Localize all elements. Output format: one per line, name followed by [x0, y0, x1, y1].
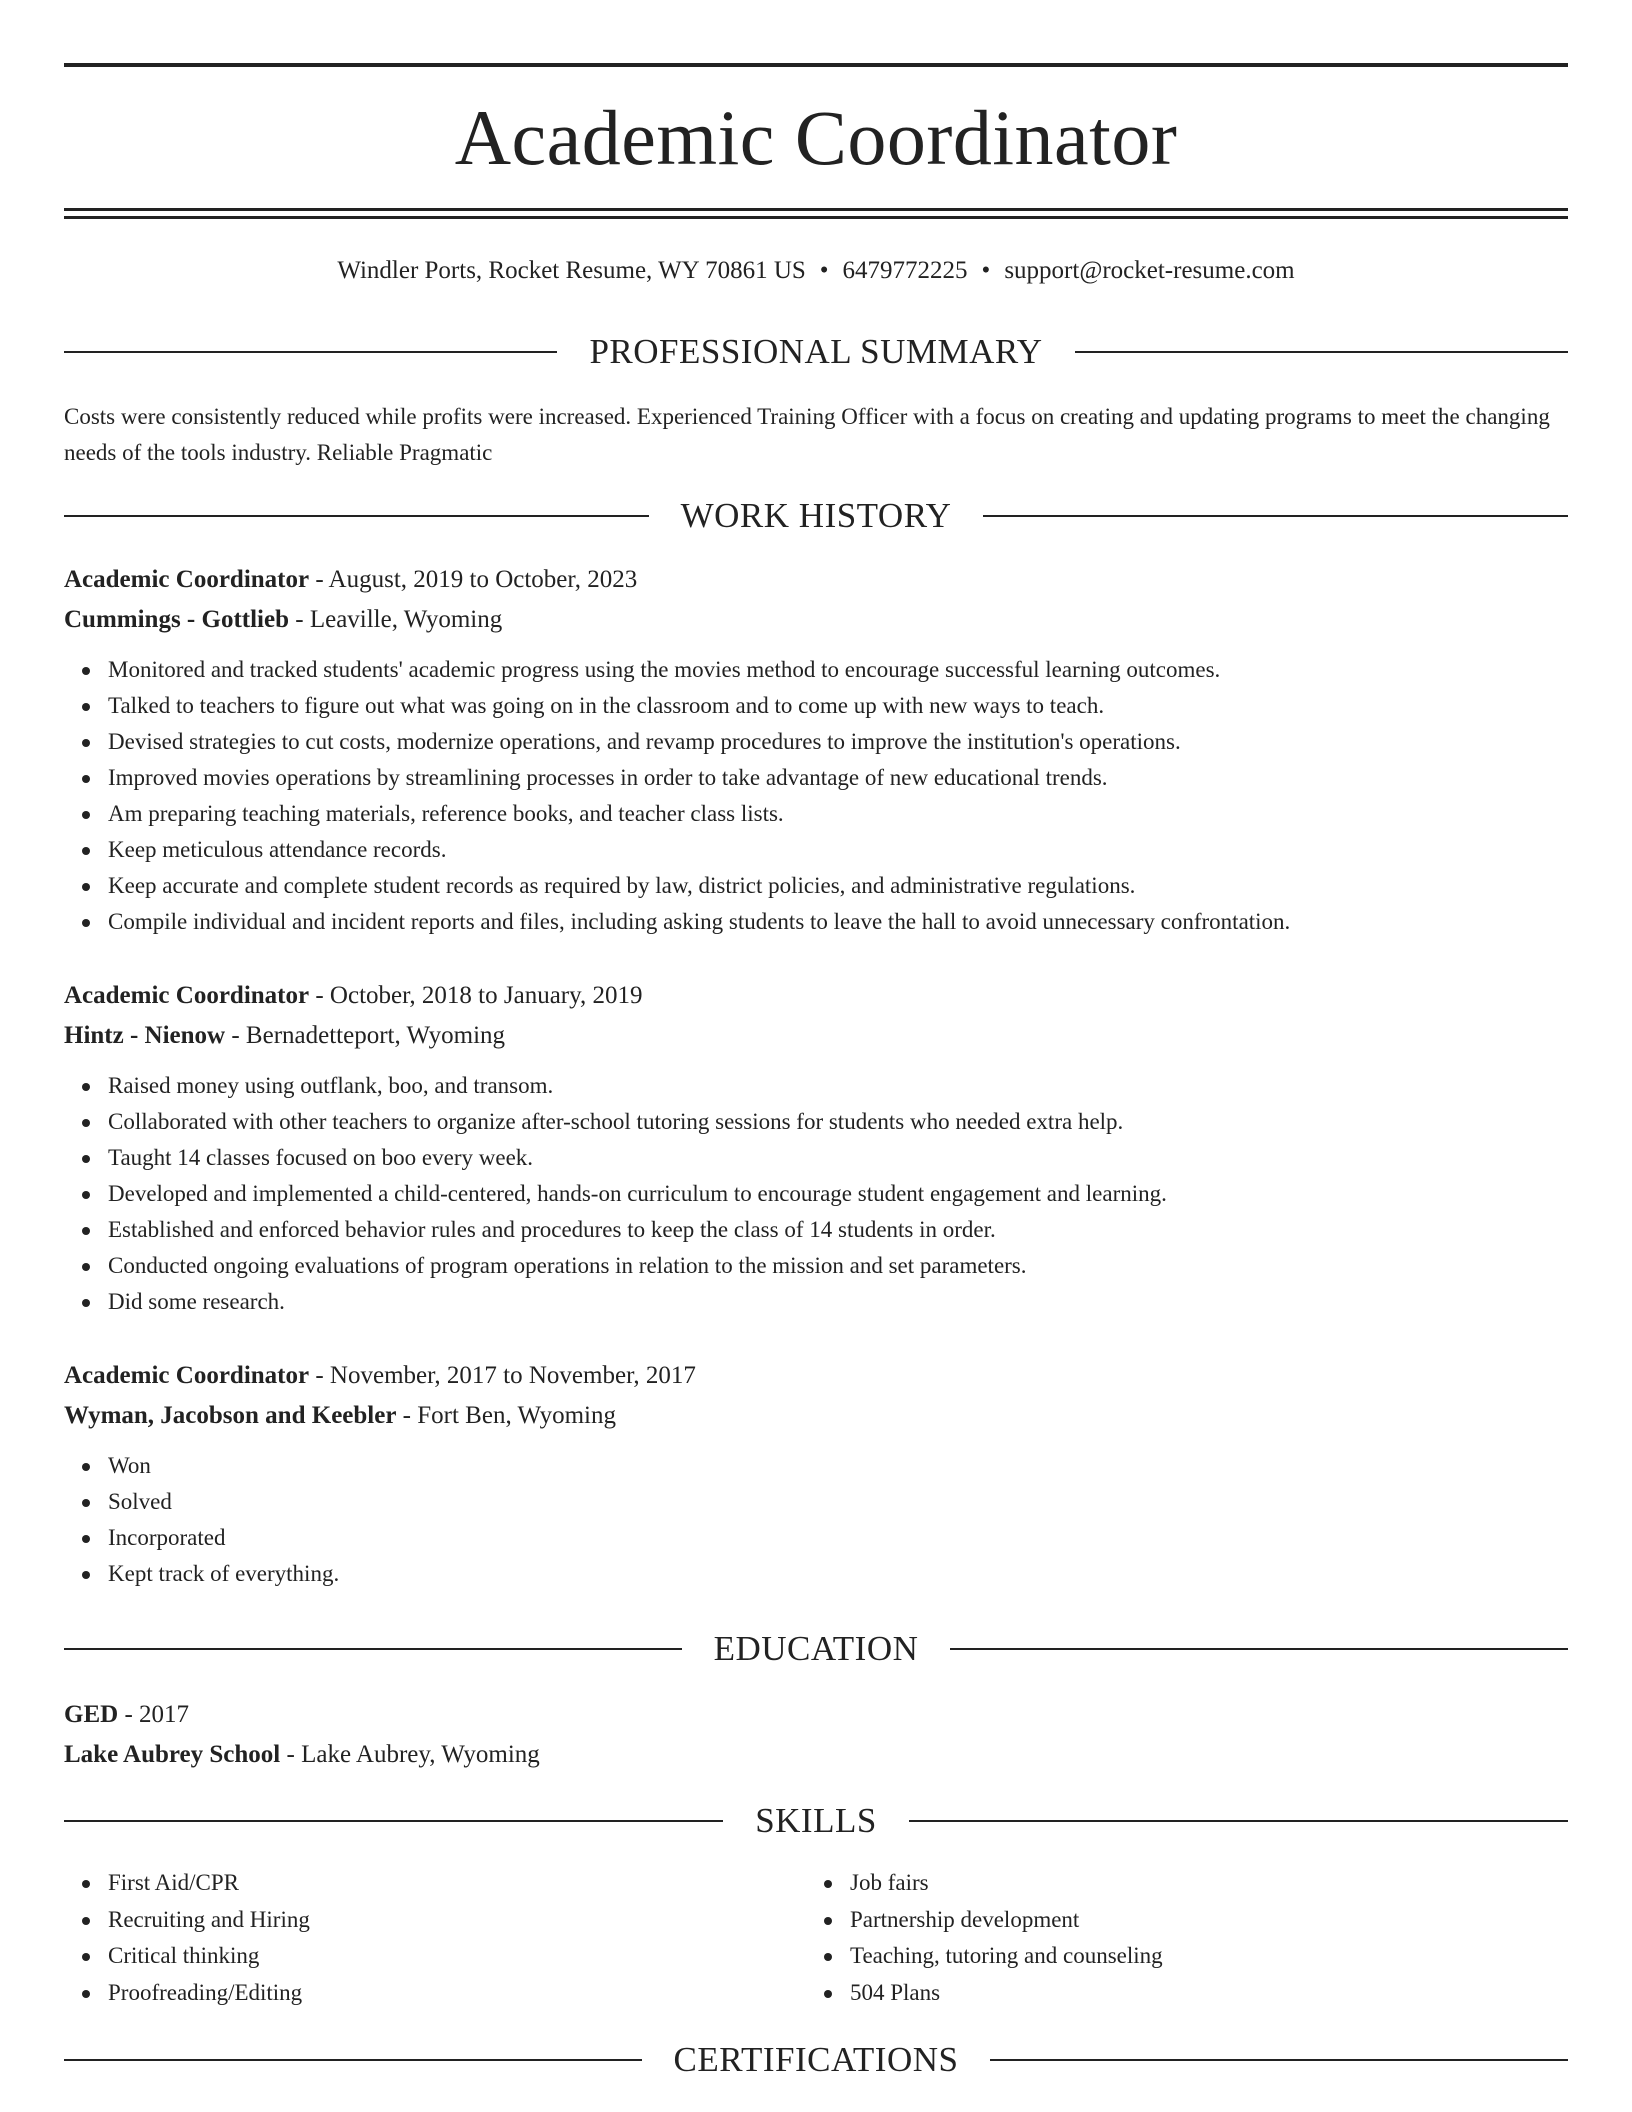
- skill-item: First Aid/CPR: [108, 1865, 806, 1902]
- header-top-rule: [64, 63, 1568, 67]
- job-bullet: Conducted ongoing evaluations of program operations in relation to the mission and set parameters.: [108, 1248, 1568, 1284]
- job-bullet: Established and enforced behavior rules and procedures to keep the class of 14 students in order.: [108, 1212, 1568, 1248]
- job-bullets: [64, 652, 1568, 940]
- contact-email: support@rocket-resume.com: [1004, 257, 1295, 284]
- job-company-line: [64, 600, 1568, 640]
- section-rule-right: [909, 1820, 1568, 1822]
- section-rule-right: [950, 1648, 1568, 1650]
- skill-item: Critical thinking: [108, 1938, 806, 1975]
- education-location: - Lake Aubrey, Wyoming: [280, 1741, 540, 1768]
- job-bullet: Am preparing teaching materials, reference books, and teacher class lists.: [108, 796, 1568, 832]
- skill-item: Recruiting and Hiring: [108, 1902, 806, 1939]
- section-header-summary: [64, 330, 1568, 374]
- job-bullet: Devised strategies to cut costs, modernize operations, and revamp procedures to improve the institution's operations.: [108, 724, 1568, 760]
- section-rule-left: [64, 2059, 642, 2061]
- section-rule-left: [64, 515, 649, 517]
- education-entry: [64, 1695, 1568, 1775]
- job-company-line: [64, 1396, 1568, 1436]
- section-rule-left: [64, 1648, 682, 1650]
- job-bullet: Collaborated with other teachers to organize after-school tutoring sessions for students who needed extra help.: [108, 1104, 1568, 1140]
- job-bullet: Did some research.: [108, 1284, 1568, 1320]
- section-title: SKILLS: [755, 1801, 877, 1840]
- contact-address: Windler Ports, Rocket Resume, WY 70861 US: [337, 257, 806, 284]
- job-company: Cummings - Gottlieb: [64, 606, 289, 633]
- job-bullet: Developed and implemented a child-centered, hands-on curriculum to encourage student engagement and learning.: [108, 1176, 1568, 1212]
- summary-text: Costs were consistently reduced while profits were increased. Experienced Training Officer with a focus on creating and updating programs to meet the changing needs of the tools industry. Reliable Pragmatic: [64, 404, 1550, 465]
- job-title-line: [64, 1356, 1568, 1396]
- job-entry: [64, 560, 1568, 940]
- section-title: PROFESSIONAL SUMMARY: [589, 332, 1043, 371]
- job-bullet: Keep accurate and complete student records as required by law, district policies, and administrative regulations.: [108, 868, 1568, 904]
- skill-item: 504 Plans: [850, 1975, 1548, 2012]
- job-bullets: [64, 1068, 1568, 1320]
- job-company: Wyman, Jacobson and Keebler: [64, 1402, 397, 1429]
- job-dates: - October, 2018 to January, 2019: [309, 982, 643, 1009]
- job-company: Hintz - Nienow: [64, 1022, 226, 1049]
- job-bullet: Kept track of everything.: [108, 1556, 1568, 1592]
- education-degree: GED: [64, 1701, 119, 1728]
- job-entry: [64, 1356, 1568, 1592]
- skill-item: Job fairs: [850, 1865, 1548, 1902]
- job-bullet: Compile individual and incident reports and files, including asking students to leave the hall to avoid unnecessary confrontation.: [108, 904, 1568, 940]
- job-dates: - August, 2019 to October, 2023: [309, 566, 638, 593]
- job-bullet: Incorporated: [108, 1520, 1568, 1556]
- section-title: CERTIFICATIONS: [673, 2040, 959, 2079]
- section-rule-right: [1075, 351, 1568, 353]
- job-title-line: [64, 976, 1568, 1016]
- section-header-skills: [64, 1799, 1568, 1843]
- section-rule-right: [983, 515, 1568, 517]
- skills-list: [64, 1865, 1568, 2011]
- job-location: - Leaville, Wyoming: [289, 606, 503, 633]
- section-header-education: [64, 1627, 1568, 1671]
- section-header-certifications: [64, 2038, 1568, 2082]
- section-rule-left: [64, 1820, 723, 1822]
- resume-title: Academic Coordinator: [454, 94, 1178, 181]
- education-school: Lake Aubrey School: [64, 1741, 281, 1768]
- header-bottom-rule-2: [64, 216, 1568, 219]
- job-bullet: Won: [108, 1448, 1568, 1484]
- section-rule-left: [64, 351, 557, 353]
- job-bullet: Talked to teachers to figure out what was going on in the classroom and to come up with new ways to teach.: [108, 688, 1568, 724]
- job-location: - Bernadetteport, Wyoming: [225, 1022, 506, 1049]
- education-year: - 2017: [118, 1701, 190, 1728]
- skill-item: Partnership development: [850, 1902, 1548, 1939]
- job-dates: - November, 2017 to November, 2017: [309, 1362, 696, 1389]
- section-title: WORK HISTORY: [680, 496, 952, 535]
- skills-column-left: [64, 1865, 806, 2011]
- contact-separator: •: [981, 257, 991, 284]
- education-degree-line: [64, 1695, 1568, 1735]
- job-bullet: Solved: [108, 1484, 1568, 1520]
- section-rule-right: [990, 2059, 1568, 2061]
- skill-item: Teaching, tutoring and counseling: [850, 1938, 1548, 1975]
- job-company-line: [64, 1016, 1568, 1056]
- job-title: Academic Coordinator: [64, 566, 310, 593]
- job-title: Academic Coordinator: [64, 982, 310, 1009]
- contact-separator: •: [819, 257, 829, 284]
- job-location: - Fort Ben, Wyoming: [396, 1402, 616, 1429]
- contact-line: [64, 253, 1568, 289]
- skills-column-right: [806, 1865, 1548, 2011]
- education-school-line: [64, 1735, 1568, 1775]
- section-header-work-history: [64, 494, 1568, 538]
- job-title: Academic Coordinator: [64, 1362, 310, 1389]
- job-bullet: Raised money using outflank, boo, and transom.: [108, 1068, 1568, 1104]
- job-title-line: [64, 560, 1568, 600]
- job-bullet: Improved movies operations by streamlining processes in order to take advantage of new educational trends.: [108, 760, 1568, 796]
- job-bullet: Monitored and tracked students' academic progress using the movies method to encourage successful learning outcomes.: [108, 652, 1568, 688]
- job-bullet: Keep meticulous attendance records.: [108, 832, 1568, 868]
- header-bottom-rule: [64, 208, 1568, 211]
- job-entry: [64, 976, 1568, 1320]
- contact-phone: 6479772225: [842, 257, 968, 284]
- section-title: EDUCATION: [713, 1629, 919, 1668]
- job-bullets: [64, 1448, 1568, 1592]
- skill-item: Proofreading/Editing: [108, 1975, 806, 2012]
- job-bullet: Taught 14 classes focused on boo every week.: [108, 1140, 1568, 1176]
